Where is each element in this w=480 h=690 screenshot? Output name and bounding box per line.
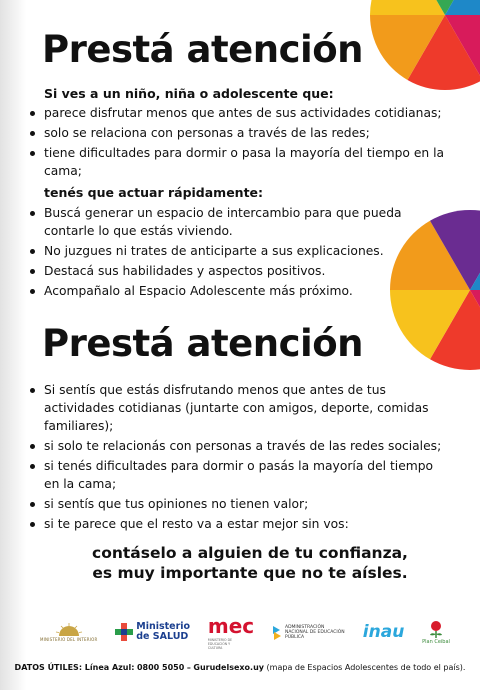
cta-line: es muy importante que no te aísles. [92,564,408,582]
list-item: si sentís que tus opiniones no tienen valor; [28,495,448,513]
plan-ceibal-logo [422,619,450,645]
inau-logo [363,622,405,642]
anep-logo [272,624,345,640]
logo-text: Plan Ceibal [422,639,450,645]
page-edge-shadow [0,0,26,690]
sponsor-logos [40,612,450,652]
logo-text: ADMINISTRACIÓN NACIONAL DE EDUCACIÓN PÚBLICA [284,624,345,640]
page-title: Prestá atención [42,28,363,71]
medical-cross-icon [115,623,133,641]
logo-text: inau [362,622,405,642]
call-to-action [60,543,440,583]
logo-text: Ministerio [136,621,191,632]
footer-separator: – [186,663,191,672]
list-item: si solo te relacionás con personas a través de las redes sociales; [28,437,448,455]
action-intro-text: tenés que actuar rápidamente: [44,185,264,200]
list-item: Acompañalo al Espacio Adolescente más próximo. [28,282,448,300]
list-item: parece disfrutar menos que antes de sus actividades cotidianas; [28,104,448,122]
ministerio-interior-logo [40,623,97,642]
cta-line: contáselo a alguien de tu confianza, [92,544,408,562]
footer-useful-data [0,663,480,672]
section-title: Prestá atención [42,322,363,365]
list-item: Buscá generar un espacio de intercambio para que pueda contarle lo que estás viviendo. [28,204,448,240]
list-item: tiene dificultades para dormir o pasa la mayoría del tiempo en la cama; [28,144,448,180]
list-item: solo se relaciona con personas a través de las redes; [28,124,448,142]
logo-subtext: MINISTERIO DE EDUCACIÓN Y CULTURA [207,638,233,650]
mec-logo [208,614,254,650]
ministerio-salud-logo [115,622,190,642]
footer-phone: 0800 5050 [136,663,185,672]
logo-text: de SALUD [136,631,189,642]
warning-signs-list [28,104,448,182]
footer-site: Gurudelsexo.uy [193,663,264,672]
footer-label: DATOS ÚTILES: Línea Azul: [14,663,135,672]
logo-text: MINISTERIO DEL INTERIOR [40,636,98,642]
ceibal-flower-icon [426,619,446,639]
self-check-list [28,381,448,535]
anep-mark-icon [272,624,282,640]
sun-emblem-icon [55,623,83,637]
footer-note: (mapa de Espacios Adolescentes de todo el país). [266,663,466,672]
decorative-color-wheel [370,0,480,90]
list-item: Si sentís que estás disfrutando menos que antes de tus actividades cotidianas (juntarte con amigos, deporte, comidas familiares); [28,381,448,435]
list-item: si te parece que el resto va a estar mejor sin vos: [28,515,448,533]
list-item: si tenés dificultades para dormir o pasás la mayoría del tiempo en la cama; [28,457,448,493]
list-item: No juzgues ni trates de anticiparte a sus explicaciones. [28,242,448,260]
list-item: Destacá sus habilidades y aspectos positivos. [28,262,448,280]
intro-text: Si ves a un niño, niña o adolescente que: [44,86,334,101]
logo-text: mec [207,614,255,638]
action-list [28,204,448,302]
